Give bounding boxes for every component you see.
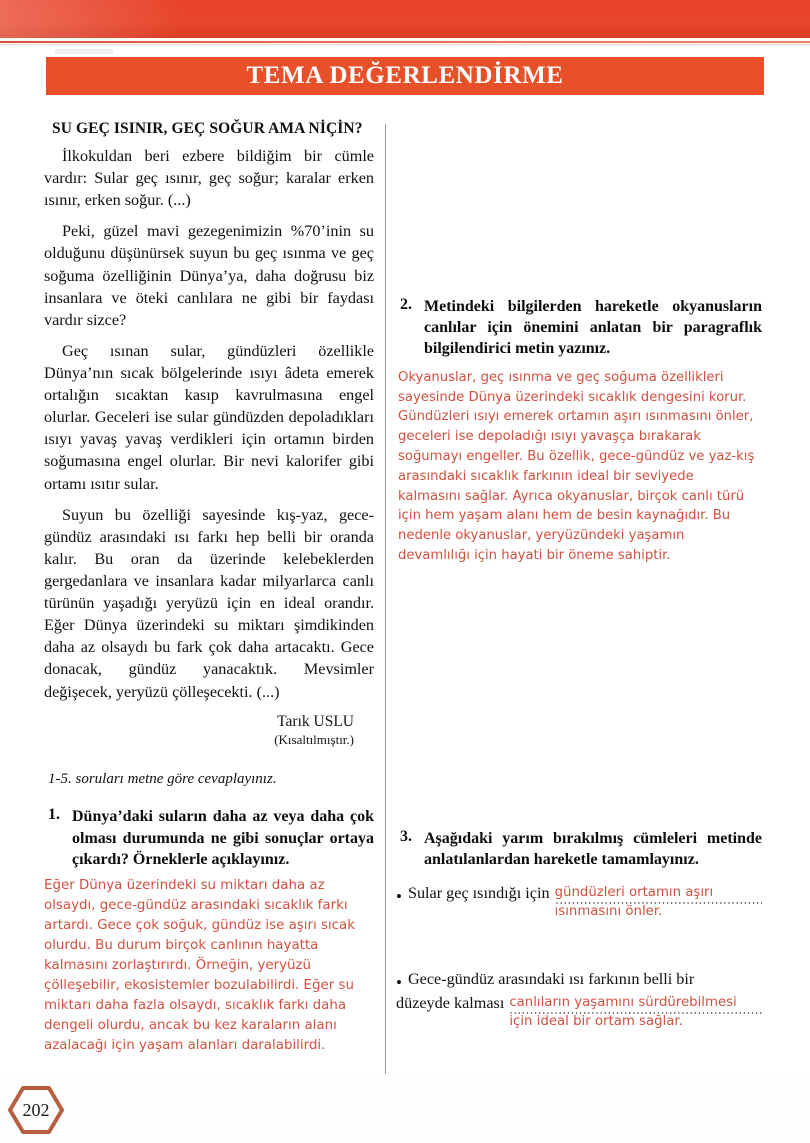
column-divider xyxy=(385,124,386,1074)
reading-paragraph-2: Peki, güzel mavi gezegenimizin %70’inin su olduğunu düşünürsek suyun bu geç ısınma ve geç soğuma özelliğinin Dünya’ya, daha doğrusu biz insanlara ve öteki canlılara ne gibi bir faydası vardır sizce? xyxy=(44,222,374,329)
question-3-item-1 xyxy=(396,883,762,922)
page-title-bar xyxy=(46,57,764,95)
page-number: 202 xyxy=(22,1099,50,1120)
reading-paragraph-4: Suyun bu özelliği sayesinde kış-yaz, gece-gündüz arasındaki ısı farkı hep belli bir oranda kalır. Bu oran da üzerinde kelebeklerden gergedanlara ve insanlara kadar milyarlarca canlı türünün yaşadığı yeryüzü için en ideal orandır. Eğer Dünya üzerindeki su miktarı şimdikinden daha az olsaydı bu fark çok daha artacaktı. Gece donacak, gündüz yanacaktık. Mevsimler değişecek, yeryüzü çölleşecekti. (...) xyxy=(44,505,374,701)
page-number-badge xyxy=(8,1085,64,1135)
banner-highlight xyxy=(0,0,260,38)
question-2-text: Metindeki bilgilerden hareketle okyanusların canlılar için önemini anlatan bir paragraflık bilgilendirici metin yazınız. xyxy=(424,297,762,358)
answer-line[interactable] xyxy=(396,120,762,140)
question-3-item-2-answer[interactable]: canlıların yaşamını sürdürebilmesi için ideal bir ortam sağlar. xyxy=(509,994,737,1029)
question-3-item-1-answer-area[interactable] xyxy=(555,883,762,922)
bullet-icon: • xyxy=(396,972,402,992)
question-2-answer[interactable]: Okyanuslar, geç ısınma ve geç soğuma özellikleri sayesinde Dünya üzerindeki sıcaklık dengesini korur. Gündüzleri ısıyı emerek ortamın aşırı ısınmasını önler, geceleri ise depoladığı ısıyı yavaşça bırakarak soğumayı engeller. Bu özellik, gece-gündüz ve yaz-kış arasındaki sıcaklık farkının ideal bir seviyede kalmasını sağlar. Ayrıca okyanuslar, birçok canlı türü için hem yaşam alanı hem de besin kaynağıdır. Bu nedenle okyanuslar, yeryüzündeki yaşamın devamlılığı için hayati bir öneme sahiptir. xyxy=(398,369,755,563)
question-3-number: 3. xyxy=(400,827,412,845)
answer-instruction: 1-5. soruları metne göre cevaplayınız. xyxy=(48,771,277,788)
question-3-item-2-prompt-cont: düzeyde kalması xyxy=(396,993,505,1012)
answer-line[interactable] xyxy=(396,252,762,272)
question-1-text: Dünya’daki suların daha az veya daha çok olması durumunda ne gibi sonuçlar ortaya çıkardı? Örneklerle açıklayınız. xyxy=(72,808,374,869)
page-title: TEMA DEĞERLENDİRME xyxy=(246,62,564,89)
author-note: (Kısaltılmıştır.) xyxy=(274,731,354,747)
question-3-item-2-answer-area[interactable] xyxy=(509,993,762,1032)
reading-paragraph-1: İlkokuldan beri ezbere bildiğim bir cümle vardır: Sular geç ısınır, geç soğur; karalar erken ısınır, erken soğur. (...) xyxy=(44,147,374,210)
question-3 xyxy=(396,828,762,871)
question-2-number: 2. xyxy=(400,295,412,313)
left-column xyxy=(44,120,374,1056)
question-3-item-1-answer[interactable]: gündüzleri ortamın aşırı ısınmasını önler. xyxy=(554,884,714,919)
question-1 xyxy=(44,806,374,870)
question-2 xyxy=(396,296,762,360)
answer-line[interactable] xyxy=(396,186,762,206)
reading-attribution xyxy=(44,713,354,748)
top-decorative-banner xyxy=(0,0,810,38)
author-name: Tarık USLU xyxy=(277,712,354,730)
question-3-item-2 xyxy=(396,969,762,1032)
answer-line[interactable] xyxy=(396,153,762,173)
question-3-item-1-prompt: Sular geç ısındığı için xyxy=(407,883,550,902)
banner-rule-thin xyxy=(0,44,810,45)
reading-title: SU GEÇ ISINIR, GEÇ SOĞUR AMA NİÇİN? xyxy=(52,120,363,137)
faint-mark xyxy=(55,49,113,54)
question-3-item-2-prompt: Gece-gündüz arasındaki ısı farkının belli bir xyxy=(407,969,695,988)
question-1-answer-lines xyxy=(396,120,762,272)
answer-underline xyxy=(555,902,762,904)
reading-paragraph-3: Geç ısınan sular, gündüzleri özellikle Dünya’nın sıcak bölgelerinde ısıyı âdeta emerek ortalığın sıcaktan kasıp kavrulmasına engel olurlar. Geceleri ise sular gündüzden depoladıkları ısıyı yavaş yavaş verdikleri için ortamın birden soğumasına engel olurlar. Bir nevi kalorifer gibi ortamı ısıtır sular. xyxy=(44,341,374,493)
question-3-text: Aşağıdaki yarım bırakılmış cümleleri metinde anlatılanlardan hareketle tamamlayınız. xyxy=(424,829,762,869)
banner-rule xyxy=(0,41,810,43)
answer-line[interactable] xyxy=(396,1047,762,1067)
answer-underline xyxy=(509,1012,762,1014)
answer-line[interactable] xyxy=(396,219,762,239)
right-column xyxy=(396,120,762,1067)
answer-line[interactable] xyxy=(396,929,762,949)
page-footer-area xyxy=(0,1078,810,1143)
question-1-answer[interactable]: Eğer Dünya üzerindeki su miktarı daha az olsaydı, gece-gündüz arasındaki sıcaklık farkı artardı. Gece çok soğuk, gündüz ise aşırı sıcak olurdu. Bu durum birçok canlının hayatta kalmasını zorlaştırırdı. Örneğin, yeryüzü çölleşebilir, ekosistemler bozulabilirdi. Eğer su miktarı daha fazla olsaydı, sıcaklık farkı daha dengeli olurdu, ancak bu kez karaların alanı azalacağı için yaşam alanları daralabilirdi. xyxy=(44,877,355,1053)
question-1-number: 1. xyxy=(48,806,60,824)
bullet-icon: • xyxy=(396,886,402,906)
